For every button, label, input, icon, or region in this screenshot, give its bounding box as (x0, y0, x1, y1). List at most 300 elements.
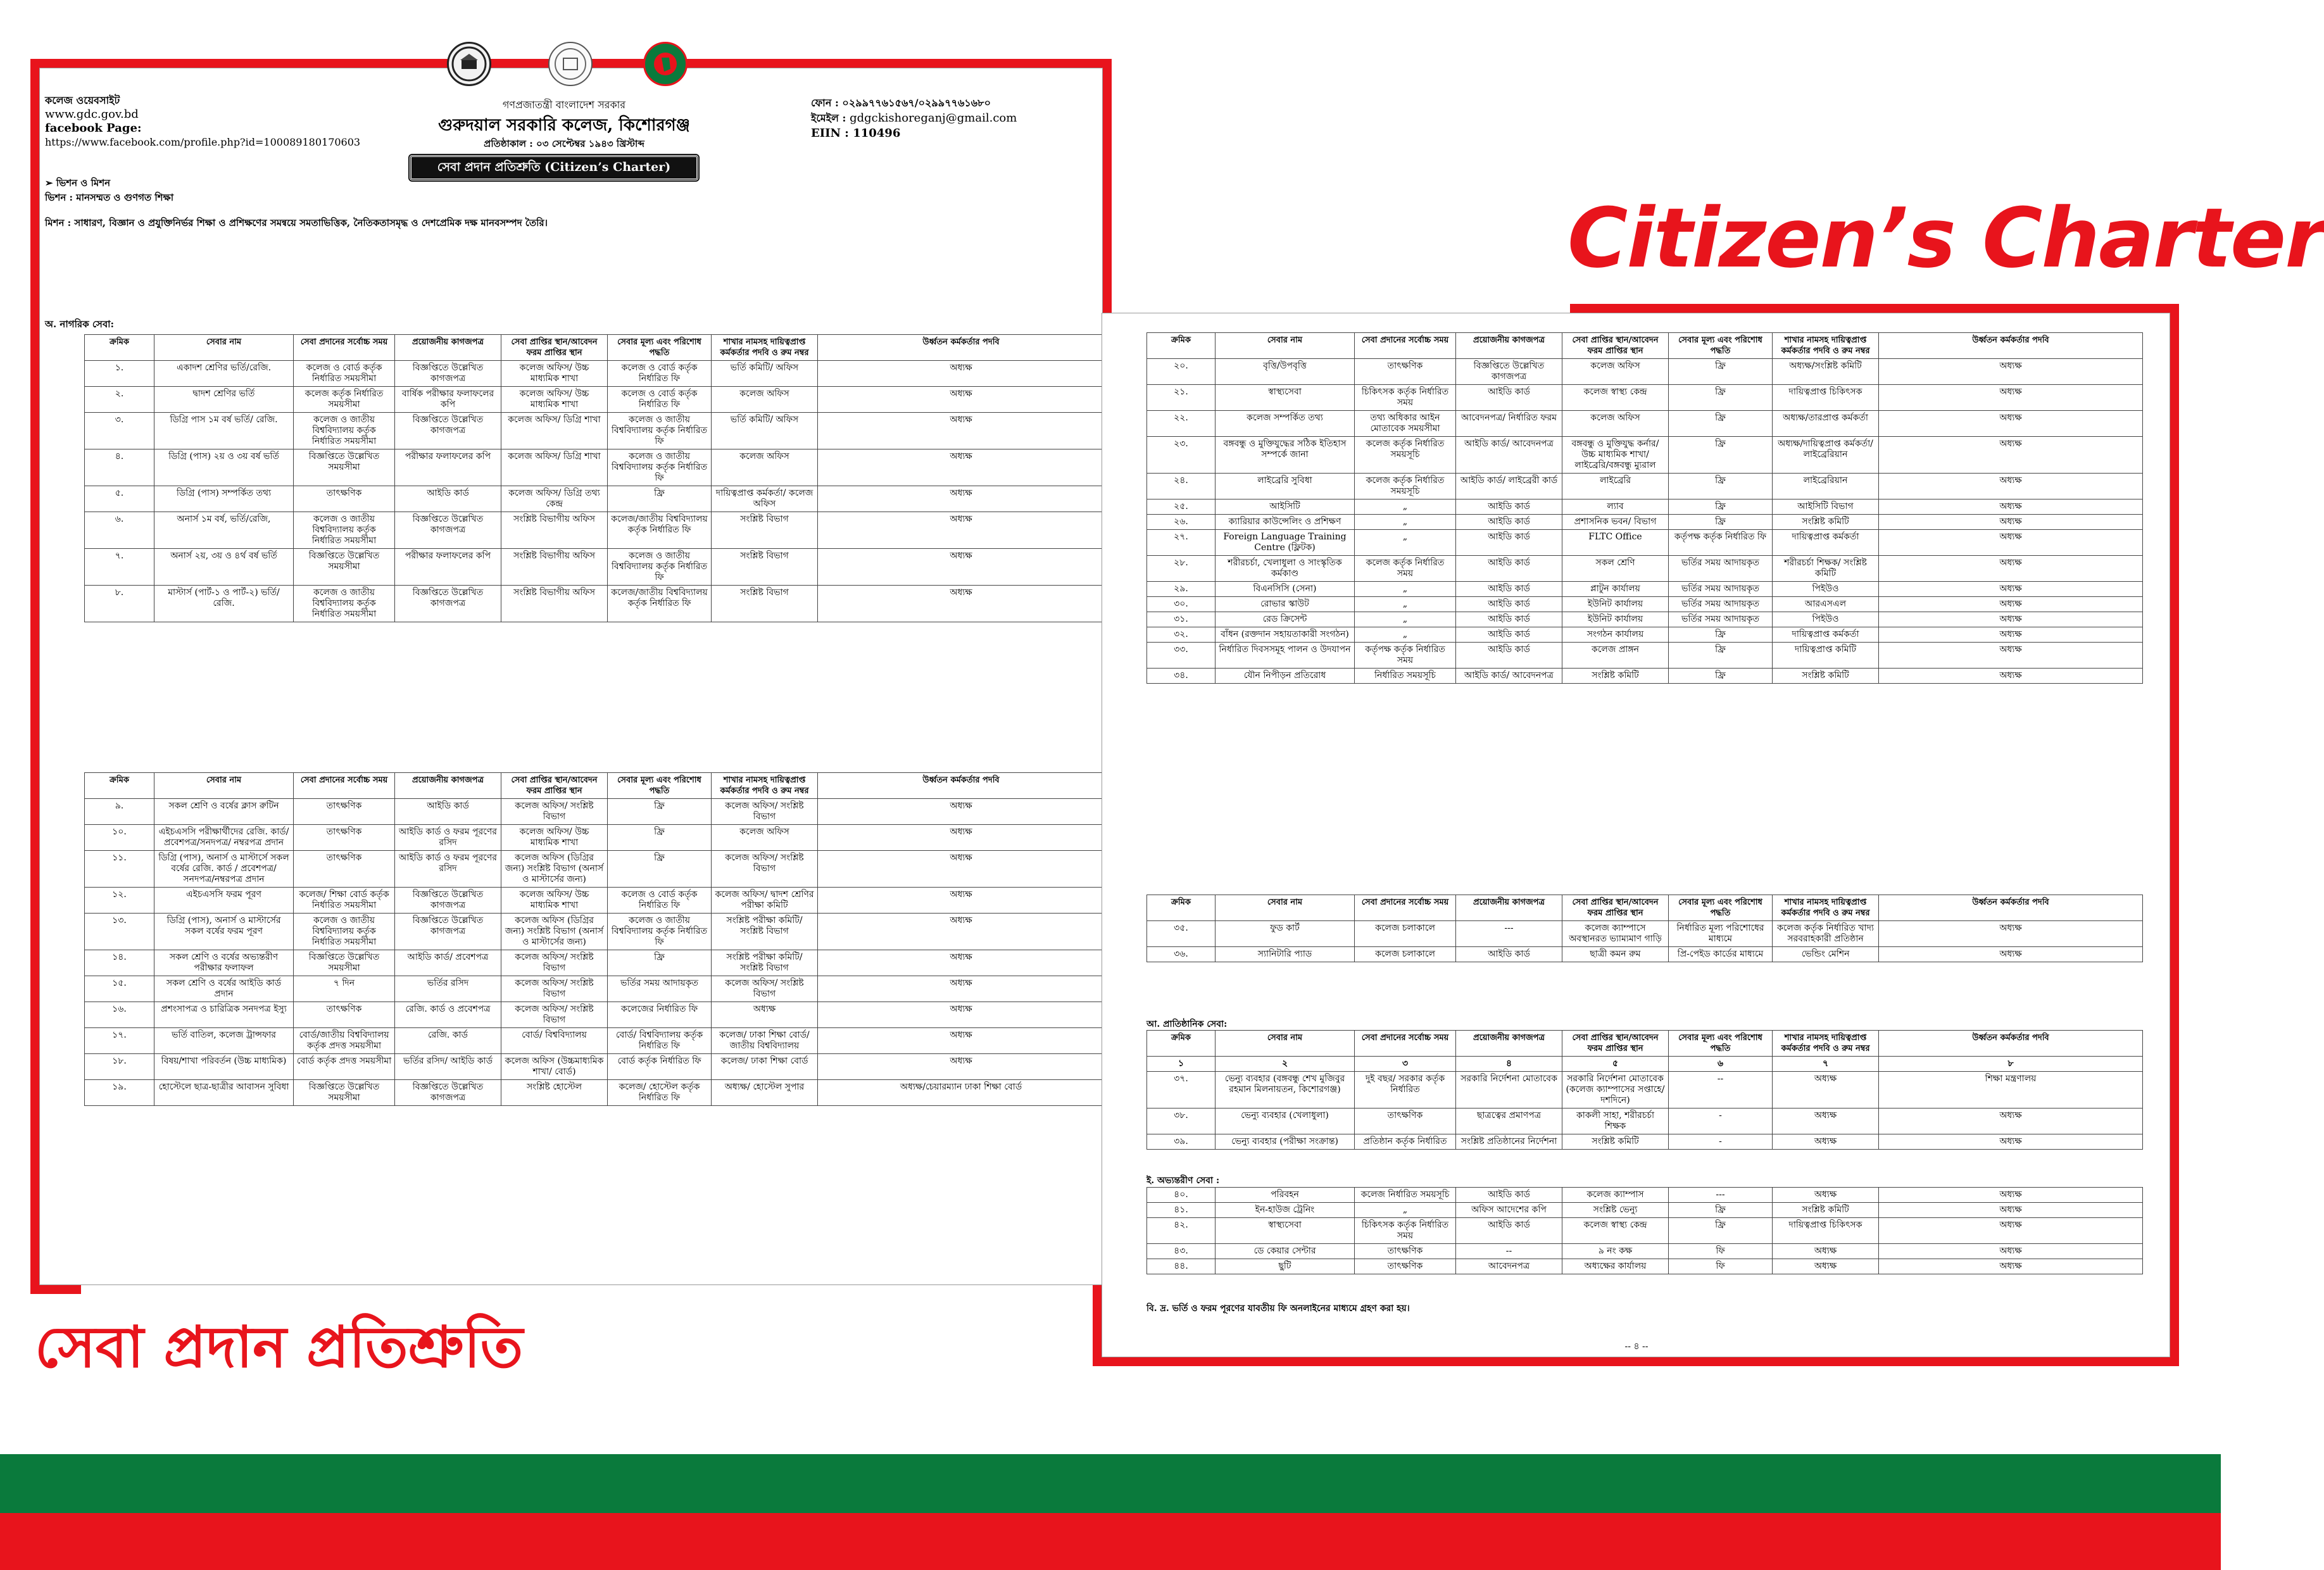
table-cell: কলেজ/জাতীয় বিশ্ববিদ্যালয় কর্তৃক নির্ধারিত ফি (608, 512, 712, 549)
table-cell: অধ্যক্ষ (818, 413, 1105, 449)
table-cell: অফিস আদেশের কপি (1456, 1203, 1562, 1218)
table-cell: কলেজ কর্তৃক নির্ধারিত সময়সীমা (294, 387, 395, 413)
table-cell: আইডি কার্ড (1456, 627, 1562, 643)
table-cell: রেজি. কার্ড (395, 1028, 501, 1054)
table-cell: স্যানিটারি প্যাড (1215, 947, 1355, 962)
table-cell: ৩৩. (1147, 643, 1215, 669)
column-number: ৬ (1669, 1057, 1773, 1072)
section-aa-label: আ. প্রাতিষ্ঠানিক সেবা: (1146, 1019, 1228, 1029)
table-cell: ১৭. (85, 1028, 154, 1054)
table-cell: ৪৩. (1147, 1244, 1215, 1259)
table-cell: রোভার স্কাউট (1215, 597, 1355, 612)
column-header: প্রয়োজনীয় কাগজপত্র (395, 335, 501, 361)
table-cell: ভেন্যু ব্যবহার (পরীক্ষা সংক্রান্ত) (1215, 1134, 1355, 1150)
table-cell: কলেজ স্বাস্থ্য কেন্দ্র (1562, 385, 1669, 411)
table-cell: কলেজ ও বোর্ড কর্তৃক নির্ধারিত ফি (608, 387, 712, 413)
table-cell: বিজ্ঞপ্তিতে উল্লেখিত সময়সীমা (294, 449, 395, 486)
table-cell: ভর্তির সময় আদায়কৃত (1669, 612, 1773, 627)
table-cell: তাৎক্ষণিক (1355, 1259, 1456, 1274)
table-cell: ছুটি (1215, 1259, 1355, 1274)
table-cell: ১. (85, 361, 154, 387)
footnote: বি. দ্র. ভর্তি ও ফরম পূরণের যাবতীয় ফি অনলাইনের মাধ্যমে গ্রহণ করা হয়। (1146, 1303, 1410, 1314)
table-cell: ভর্তি কমিটি/ অফিস (712, 361, 818, 387)
table-cell: অধ্যক্ষ (1879, 947, 2143, 962)
left-frame-left (30, 59, 39, 1293)
table-cell: ভেন্যু ব্যবহার (খেলাধুলা) (1215, 1108, 1355, 1134)
table-cell: কলেজ অফিস/ উচ্চ মাধ্যমিক শাখা (501, 825, 608, 851)
table-cell: লাইব্রেরি সুবিধা (1215, 474, 1355, 499)
column-header: প্রয়োজনীয় কাগজপত্র (1456, 895, 1562, 921)
table-cell: ৮. (85, 586, 154, 622)
table-cell: অধ্যক্ষ (1879, 921, 2143, 947)
column-header: সেবার মূল্য এবং পরিশোধ পদ্ধতি (1669, 1031, 1773, 1057)
table-cell: ১৬. (85, 1002, 154, 1028)
table-cell: অধ্যক্ষ (818, 449, 1105, 486)
table-cell: --- (1456, 921, 1562, 947)
table-cell: কলেজ কর্তৃক নির্ধারিত সময়সূচি (1355, 437, 1456, 474)
table-cell: কলেজ ও জাতীয় বিশ্ববিদ্যালয় কর্তৃক নির্ধারিত ফি (608, 549, 712, 586)
column-number: ৫ (1562, 1057, 1669, 1072)
table-cell: ডে কেয়ার সেন্টার (1215, 1244, 1355, 1259)
table-cell: এইচএসসি পরীক্ষার্থীদের রেজি. কার্ড/ প্রবেশপত্র/সনদপত্র/ নম্বরপত্র প্রদান (154, 825, 294, 851)
left-document-page (39, 68, 1103, 1285)
table-cell: আইসিটি (1215, 499, 1355, 515)
table-row (1147, 411, 2143, 437)
table-cell: পরীক্ষার ফলাফলের কপি (395, 449, 501, 486)
table-cell: অধ্যক্ষ (1879, 385, 2143, 411)
table-cell: অধ্যক্ষ (1879, 411, 2143, 437)
table-row (85, 549, 1105, 586)
column-header: সেবা প্রাপ্তির স্থান/আবেদন ফরম প্রাপ্তির স্থান (1562, 895, 1669, 921)
table-cell: কলেজ ও জাতীয় বিশ্ববিদ্যালয় কর্তৃক নির্ধারিত ফি (608, 413, 712, 449)
table-row (85, 413, 1105, 449)
table-cell: নির্ধারিত সময়সূচি (1355, 669, 1456, 684)
table-cell: সংশ্লিষ্ট কমিটি (1773, 1203, 1879, 1218)
table-cell: অধ্যক্ষ (818, 914, 1105, 950)
table-cell: ডিগ্রি (পাস), অনার্স ও মাস্টার্সে সকল বর্ষের রেজি. কার্ড / প্রবেশপত্র/ সনদপত্র/নম্বরপত্র প্রদান (154, 851, 294, 888)
table-cell: কলেজ নির্ধারিত সময়সূচি (1355, 1188, 1456, 1203)
table-cell: বিজ্ঞপ্তিতে উল্লেখিত কাগজপত্র (395, 888, 501, 914)
table-cell: চিকিৎসক কর্তৃক নির্ধারিত সময় (1355, 1218, 1456, 1244)
table-cell: ছাত্রত্বের প্রমাণপত্র (1456, 1108, 1562, 1134)
table-cell: ভর্তির সময় আদায়কৃত (1669, 582, 1773, 597)
eiin-number: EIIN : 110496 (811, 127, 901, 140)
table-cell: বোর্ড/ বিশ্ববিদ্যালয় কর্তৃক নির্ধারিত ফি (608, 1028, 712, 1054)
table-cell: সংশ্লিষ্ট পরীক্ষা কমিটি/ সংশ্লিষ্ট বিভাগ (712, 950, 818, 976)
facebook-link[interactable]: https://www.facebook.com/profile.php?id=100089180170603 (45, 136, 361, 148)
column-header: সেবা প্রাপ্তির স্থান/আবেদন ফরম প্রাপ্তির স্থান (1562, 333, 1669, 359)
column-header: ক্রমিক (1147, 1031, 1215, 1057)
table-cell: এইচএসসি ফরম পূরণ (154, 888, 294, 914)
column-header: সেবা প্রাপ্তির স্থান/আবেদন ফরম প্রাপ্তির স্থান (501, 335, 608, 361)
table-cell: কলেজ অফিস (ডিগ্রির জন্য) সংশ্লিষ্ট বিভাগ (অনার্স ও মাস্টার্সের জন্য) (501, 914, 608, 950)
table-cell: বোর্ড/জাতীয় বিশ্ববিদ্যালয় কর্তৃক প্রদত্ত সময়সীমা (294, 1028, 395, 1054)
table-cell: হোস্টেলে ছাত্র-ছাত্রীর আবাসন সুবিধা (154, 1080, 294, 1106)
table-cell: তাৎক্ষণিক (1355, 1244, 1456, 1259)
column-header: উর্ধ্বতন কর্মকর্তার পদবি (818, 773, 1105, 799)
table-cell: আইডি কার্ড (1456, 499, 1562, 515)
table-cell: অধ্যক্ষ (818, 825, 1105, 851)
table-cell: আইডি কার্ড (1456, 597, 1562, 612)
table-cell: অধ্যক্ষ (818, 799, 1105, 825)
table-cell: দায়িত্বপ্রাপ্ত চিকিৎসক (1773, 385, 1879, 411)
website-label: কলেজ ওয়েবসাইট (45, 94, 120, 106)
table-cell: কলেজ অফিস (712, 825, 818, 851)
table-cell: ১০. (85, 825, 154, 851)
table-cell: ৩৭. (1147, 1072, 1215, 1108)
table-cell: অধ্যক্ষ (1773, 1072, 1879, 1108)
table-cell: কলেজ অফিস/ ডিগ্রি শাখা (501, 413, 608, 449)
table-cell: তাৎক্ষণিক (294, 486, 395, 512)
table-row (85, 851, 1105, 888)
table-cell: প্রশংসাপত্র ও চারিত্রিক সনদপত্র ইস্যু (154, 1002, 294, 1028)
table-cell: কলেজ অফিস/ উচ্চ মাধ্যমিক শাখা (501, 888, 608, 914)
table-cell: অধ্যক্ষ (1879, 612, 2143, 627)
table-cell: সংশ্লিষ্ট কমিটি (1773, 515, 1879, 530)
column-number: ১ (1147, 1057, 1215, 1072)
table-cell: বিজ্ঞপ্তিতে উল্লেখিত কাগজপত্র (395, 914, 501, 950)
table-cell: অধ্যক্ষ (1879, 474, 2143, 499)
table-cell: ২২. (1147, 411, 1215, 437)
table-cell: কলেজ অফিস (1562, 359, 1669, 385)
table-cell: কলেজ সম্পর্কিত তথ্য (1215, 411, 1355, 437)
table-cell: ফ্রি (1669, 1203, 1773, 1218)
table-cell: অধ্যক্ষ (1879, 597, 2143, 612)
column-header: সেবা প্রদানের সর্বোচ্চ সময় (294, 773, 395, 799)
table-cell: ফ্রি (1669, 499, 1773, 515)
table-cell: ৪. (85, 449, 154, 486)
table-cell: অধ্যক্ষ (1879, 359, 2143, 385)
table-cell: „ (1355, 530, 1456, 556)
table-cell: বোর্ড কর্তৃক নির্ধারিত ফি (608, 1054, 712, 1080)
table-cell: আইডি কার্ড (1456, 612, 1562, 627)
table-cell: দায়িত্বপ্রাপ্ত কর্মকর্তা (1773, 530, 1879, 556)
table-cell: অধ্যক্ষ (1879, 437, 2143, 474)
column-header: সেবার নাম (1215, 1031, 1355, 1057)
table-cell: Foreign Language Training Centre (ফ্লিটক) (1215, 530, 1355, 556)
table-row (85, 976, 1105, 1002)
table-cell: „ (1355, 582, 1456, 597)
table-cell: অধ্যক্ষ/চেয়ারম্যান ঢাকা শিক্ষা বোর্ড (818, 1080, 1105, 1106)
table-cell: আইডি কার্ড ও ফরম পূরণের রসিদ (395, 825, 501, 851)
table-cell: অধ্যক্ষ (1879, 669, 2143, 684)
header-left (45, 94, 360, 149)
table-cell: ১৫. (85, 976, 154, 1002)
table-cell: অধ্যক্ষ (1773, 1188, 1879, 1203)
table-cell: ৬. (85, 512, 154, 549)
table-cell: আইডি কার্ড ও ফরম পূরণের রসিদ (395, 851, 501, 888)
table-cell: ৩. (85, 413, 154, 449)
table-cell: সংশ্লিষ্ট বিভাগ (712, 586, 818, 622)
table-cell: বার্ষিক পরীক্ষার ফলাফলের কপি (395, 387, 501, 413)
table-cell: সংশ্লিষ্ট ভেন্যু (1562, 1203, 1669, 1218)
table-cell: ৩০. (1147, 597, 1215, 612)
table-cell: অনার্স ২য়, ৩য় ও ৪র্থ বর্ষ ভর্তি (154, 549, 294, 586)
column-number: ২ (1215, 1057, 1355, 1072)
table-cell: কলেজ অফিস/ সংশ্লিষ্ট বিভাগ (712, 976, 818, 1002)
table-cell: বিজ্ঞপ্তিতে উল্লেখিত সময়সীমা (294, 1080, 395, 1106)
table-cell: বৃত্তি/উপবৃত্তি (1215, 359, 1355, 385)
column-header: সেবা প্রাপ্তির স্থান/আবেদন ফরম প্রাপ্তির স্থান (501, 773, 608, 799)
table-row (85, 888, 1105, 914)
table-cell: ডিগ্রি পাস ১ম বর্ষ ভর্তি/ রেজি. (154, 413, 294, 449)
table-cell: বিজ্ঞপ্তিতে উল্লেখিত কাগজপত্র (395, 512, 501, 549)
bottom-red-stripe (0, 1513, 2221, 1570)
table-cell: অধ্যক্ষ (1879, 1134, 2143, 1150)
table-cell: সংশ্লিষ্ট হোস্টেল (501, 1080, 608, 1106)
table-cell: কলেজ চলাকালে (1355, 947, 1456, 962)
services-table-2 (84, 772, 1105, 1106)
table-cell: অধ্যক্ষ (818, 1002, 1105, 1028)
table-cell: আইডি কার্ড (1456, 947, 1562, 962)
table-cell: সরকারি নির্দেশনা মোতাবেক (কলেজ ক্যাম্পাসের সপ্তাহে/দশদিনে) (1562, 1072, 1669, 1108)
table-cell: পরীক্ষার ফলাফলের কপি (395, 549, 501, 586)
table-cell: সংশ্লিষ্ট কমিটি (1562, 1134, 1669, 1150)
table-cell: অধ্যক্ষ (1879, 627, 2143, 643)
table-cell: বিজ্ঞপ্তিতে উল্লেখিত কাগজপত্র (395, 413, 501, 449)
table-row (1147, 1134, 2143, 1150)
table-cell: ল্যাব (1562, 499, 1669, 515)
table-row (1147, 499, 2143, 515)
charter-badge: সেবা প্রদান প্রতিশ্রুতি (Citizen’s Charter) (410, 155, 698, 180)
table-cell: অধ্যক্ষ (1773, 1259, 1879, 1274)
table-cell: যৌন নিপীড়ন প্রতিরোধ (1215, 669, 1355, 684)
table-cell: ৩৪. (1147, 669, 1215, 684)
table-cell: ২৩. (1147, 437, 1215, 474)
table-cell: বিজ্ঞপ্তিতে উল্লেখিত সময়সীমা (294, 950, 395, 976)
table-cell: আইডি কার্ড (1456, 515, 1562, 530)
table-row (85, 387, 1105, 413)
table-row (1147, 556, 2143, 582)
table-cell: সংশ্লিষ্ট বিভাগীয় অফিস (501, 586, 608, 622)
table-cell: ২৯. (1147, 582, 1215, 597)
table-cell: ফ্রি (1669, 359, 1773, 385)
column-header: শাখার নামসহ দায়িত্বপ্রাপ্ত কর্মকর্তার পদবি ও রুম নম্বর (712, 773, 818, 799)
table-cell: লাইব্রেরি (1562, 474, 1669, 499)
table-cell: ২৭. (1147, 530, 1215, 556)
table-cell: কলেজ/ শিক্ষা বোর্ড কর্তৃক নির্ধারিত সময়সীমা (294, 888, 395, 914)
table-cell: আইডি কার্ড (1456, 385, 1562, 411)
table-cell: অধ্যক্ষ (1879, 1218, 2143, 1244)
table-cell: কলেজ ও জাতীয় বিশ্ববিদ্যালয় কর্তৃক নির্ধারিত সময়সীমা (294, 914, 395, 950)
table-cell: সকল শ্রেণি ও বর্ষের অভ্যন্তরীণ পরীক্ষার ফলাফল (154, 950, 294, 976)
table-cell: কর্তৃপক্ষ কর্তৃক নির্ধারিত সময় (1355, 643, 1456, 669)
table-cell: অধ্যক্ষ (818, 361, 1105, 387)
table-row (1147, 627, 2143, 643)
table-cell: „ (1355, 499, 1456, 515)
email-label: ইমেইল : (811, 112, 846, 124)
column-header: সেবার মূল্য এবং পরিশোধ পদ্ধতি (1669, 895, 1773, 921)
table-cell: সংশ্লিষ্ট বিভাগ (712, 549, 818, 586)
table-cell: ভর্তি বাতিল, কলেজ ট্রান্সফার (154, 1028, 294, 1054)
table-cell: কলেজ ও জাতীয় বিশ্ববিদ্যালয় কর্তৃক নির্ধারিত সময়সীমা (294, 512, 395, 549)
table-cell: ফ্রি (1669, 411, 1773, 437)
government-seal-logo (643, 42, 688, 86)
table-cell: পরিবহন (1215, 1188, 1355, 1203)
table-cell: সংশ্লিষ্ট কমিটি (1562, 669, 1669, 684)
table-row (1147, 1188, 2143, 1203)
table-cell: কলেজ অফিস/ ডিগ্রি তথ্য কেন্দ্র (501, 486, 608, 512)
column-header: সেবার নাম (1215, 895, 1355, 921)
vision-text: ভিশন : মানসম্মত ও গুণগত শিক্ষা (45, 192, 174, 203)
table-cell: অধ্যক্ষ (1879, 1203, 2143, 1218)
table-cell: আইডি কার্ড (395, 799, 501, 825)
table-cell: তাৎক্ষণিক (1355, 1108, 1456, 1134)
column-header: সেবার মূল্য এবং পরিশোধ পদ্ধতি (608, 335, 712, 361)
table-cell: কলেজ অফিস/ দ্বাদশ শ্রেণির পরীক্ষা কমিটি (712, 888, 818, 914)
table-cell: ভর্তির সময় আদায়কৃত (1669, 597, 1773, 612)
table-cell: ফি (1669, 1259, 1773, 1274)
table-cell: তাৎক্ষণিক (294, 825, 395, 851)
table-row (1147, 385, 2143, 411)
table-cell: বোর্ড কর্তৃক প্রদত্ত সময়সীমা (294, 1054, 395, 1080)
table-cell: ভর্তির রসিদ/ আইডি কার্ড (395, 1054, 501, 1080)
table-cell: ইন-হাউজ ট্রেনিং (1215, 1203, 1355, 1218)
table-cell: „ (1355, 515, 1456, 530)
table-cell: কলেজ অফিস/ সংশ্লিষ্ট বিভাগ (501, 976, 608, 1002)
table-cell: ২৪. (1147, 474, 1215, 499)
table-cell: - (1669, 1108, 1773, 1134)
table-cell: শরীরচর্চা শিক্ষক/ সংশ্লিষ্ট কমিটি (1773, 556, 1879, 582)
table-cell: বিজ্ঞপ্তিতে উল্লেখিত কাগজপত্র (395, 361, 501, 387)
bottom-green-stripe (0, 1454, 2221, 1513)
table-cell: অনার্স ১ম বর্ষ, ভর্তি/রেজি, (154, 512, 294, 549)
table-cell: ফ্রি (608, 799, 712, 825)
table-cell: অধ্যক্ষ (1879, 556, 2143, 582)
table-cell: সরকারি নির্দেশনা মোতাবেক (1456, 1072, 1562, 1108)
table-cell: সংশ্লিষ্ট কমিটি (1773, 669, 1879, 684)
table-cell: তাৎক্ষণিক (294, 799, 395, 825)
table-row (85, 825, 1105, 851)
table-cell: আইডি কার্ড/ লাইব্রেরী কার্ড (1456, 474, 1562, 499)
table-cell: ৩২. (1147, 627, 1215, 643)
table-cell: কলেজ অফিস/ উচ্চ মাধ্যমিক শাখা (501, 387, 608, 413)
table-row (1147, 1259, 2143, 1274)
table-cell: সকল শ্রেণি ও বর্ষের আইডি কার্ড প্রদান (154, 976, 294, 1002)
table-cell: ডিগ্রি (পাস), অনার্স ও মাস্টার্সের সকল বর্ষের ফরম পূরণ (154, 914, 294, 950)
table-row (1147, 530, 2143, 556)
college-logo (447, 42, 491, 86)
column-header: প্রয়োজনীয় কাগজপত্র (1456, 1031, 1562, 1057)
table-cell: মাস্টার্স (পার্ট-১ ও পার্ট-২) ভর্তি/ রেজি. (154, 586, 294, 622)
table-cell: ফ্রি (1669, 437, 1773, 474)
table-cell: প্রি-পেইড কার্ডের মাধ্যমে (1669, 947, 1773, 962)
website-link[interactable]: www.gdc.gov.bd (45, 108, 139, 121)
table-cell: অধ্যক্ষ (818, 1028, 1105, 1054)
table-cell: ফ্রি (1669, 643, 1773, 669)
table-cell: লাইব্রেরিয়ান (1773, 474, 1879, 499)
table-cell: কলেজ অফিস/ সংশ্লিষ্ট বিভাগ (712, 799, 818, 825)
column-header: ক্রমিক (85, 335, 154, 361)
college-name: গুরুদয়াল সরকারি কলেজ, কিশোরগঞ্জ (438, 116, 690, 135)
table-cell: ৪১. (1147, 1203, 1215, 1218)
column-header: শাখার নামসহ দায়িত্বপ্রাপ্ত কর্মকর্তার পদবি ও রুম নম্বর (712, 335, 818, 361)
table-cell: ২০. (1147, 359, 1215, 385)
services-table-6 (1146, 1187, 2143, 1274)
table-cell: ফ্রি (608, 825, 712, 851)
email-address[interactable]: gdgckishoreganj@gmail.com (850, 111, 1017, 125)
services-table-5 (1146, 1030, 2143, 1150)
table-cell: অধ্যক্ষের কার্যালয় (1562, 1259, 1669, 1274)
table-cell: কলেজ স্বাস্থ্য কেন্দ্র (1562, 1218, 1669, 1244)
left-frame-bottom (30, 1285, 81, 1294)
table-cell: ফ্রি (1669, 474, 1773, 499)
table-cell: অধ্যক্ষ (818, 1054, 1105, 1080)
table-cell: কলেজ/ ঢাকা শিক্ষা বোর্ড (712, 1054, 818, 1080)
table-row (1147, 582, 2143, 597)
section-a-label: অ. নাগরিক সেবা: (45, 318, 115, 330)
table-cell: কর্তৃপক্ষ কর্তৃক নির্ধারিত ফি (1669, 530, 1773, 556)
table-cell: ২. (85, 387, 154, 413)
mission-text: মিশন : সাধারণ, বিজ্ঞান ও প্রযুক্তিনির্ভর শিক্ষা ও প্রশিক্ষণের সমন্বয়ে সমতাভিত্তিক, নৈতিকতাসমৃদ্ধ ও দেশপ্রেমিক দক্ষ মানবসম্পদ তৈরি। (45, 217, 548, 229)
table-cell: কলেজ অফিস/ উচ্চ মাধ্যমিক শাখা (501, 361, 608, 387)
table-cell: প্রতিষ্ঠান কর্তৃক নির্ধারিত (1355, 1134, 1456, 1150)
table-cell: অধ্যক্ষ/তারপ্রাপ্ত কর্মকর্তা (1773, 411, 1879, 437)
table-cell: ইউনিট কার্যালয় (1562, 612, 1669, 627)
table-cell: ফ্রি (608, 486, 712, 512)
table-row (1147, 1244, 2143, 1259)
table-cell: „ (1355, 612, 1456, 627)
table-cell: ৭ দিন (294, 976, 395, 1002)
table-cell: ২৫. (1147, 499, 1215, 515)
table-cell: বিএনসিসি (সেনা) (1215, 582, 1355, 597)
table-cell: আইডি কার্ড/ আবেদনপত্র (1456, 669, 1562, 684)
table-cell: শিক্ষা মন্ত্রণালয় (1879, 1072, 2143, 1108)
table-cell: ভর্তির সময় আদায়কৃত (608, 976, 712, 1002)
table-row (1147, 947, 2143, 962)
table-cell: আইডি কার্ড (1456, 556, 1562, 582)
table-cell: বঙ্গবন্ধু ও মুক্তিযুদ্ধ কর্নার/উচ্চ মাধ্যমিক শাখা/ লাইব্রেরি/বঙ্গবন্ধু ম্যুরাল (1562, 437, 1669, 474)
table-cell: সংশ্লিষ্ট প্রতিষ্ঠানের নির্দেশনা (1456, 1134, 1562, 1150)
table-cell: রেড ক্রিসেন্ট (1215, 612, 1355, 627)
right-frame-right (2170, 304, 2179, 1366)
section-i-label: ই. অভ্যন্তরীণ সেবা : (1146, 1176, 1220, 1186)
column-header: সেবার মূল্য এবং পরিশোধ পদ্ধতি (1669, 333, 1773, 359)
table-cell: অধ্যক্ষ (818, 486, 1105, 512)
table-row (85, 799, 1105, 825)
table-cell: ৩৫. (1147, 921, 1215, 947)
table-cell: ৩৬. (1147, 947, 1215, 962)
table-cell: সকল শ্রেণি ও বর্ষের ক্লাস রুটিন (154, 799, 294, 825)
table-cell: শরীরচর্চা, খেলাধুলা ও সাংস্কৃতিক কর্মকাণ্ড (1215, 556, 1355, 582)
table-cell: কলেজ অফিস (1562, 411, 1669, 437)
table-cell: ৯. (85, 799, 154, 825)
column-header: সেবা প্রদানের সর্বোচ্চ সময় (1355, 1031, 1456, 1057)
phone-number: ফোন : ০২৯৯৭৭৬১৫৬৭/০২৯৯৭৭৬১৬৮০ (811, 97, 991, 109)
table-cell: অধ্যক্ষ (1773, 1134, 1879, 1150)
table-cell: বিজ্ঞপ্তিতে উল্লেখিত সময়সীমা (294, 549, 395, 586)
column-header: প্রয়োজনীয় কাগজপত্র (395, 773, 501, 799)
table-cell: ১৮. (85, 1054, 154, 1080)
table-cell: কলেজ অফিস/ সংশ্লিষ্ট বিভাগ (501, 950, 608, 976)
logo-row (393, 42, 748, 92)
table-cell: অধ্যক্ষ/সংশ্লিষ্ট কমিটি (1773, 359, 1879, 385)
column-number: ৩ (1355, 1057, 1456, 1072)
table-cell: আইডি কার্ড/ প্রবেশপত্র (395, 950, 501, 976)
column-number: ৪ (1456, 1057, 1562, 1072)
table-cell: কলেজ কর্তৃক নির্ধারিত সময়সূচি (1355, 474, 1456, 499)
table-cell: ফ্রি (608, 950, 712, 976)
column-header: ক্রমিক (85, 773, 154, 799)
table-cell: দায়িত্বপ্রাপ্ত কর্মকর্তা/ কলেজ অফিস (712, 486, 818, 512)
table-cell: অধ্যক্ষ (1879, 643, 2143, 669)
table-cell: সকল শ্রেণি (1562, 556, 1669, 582)
table-cell: অধ্যক্ষ (818, 586, 1105, 622)
table-cell: দায়িত্বপ্রাপ্ত কমিটি (1773, 643, 1879, 669)
table-cell: ইউনিট কার্যালয় (1562, 597, 1669, 612)
table-cell: ছাত্রী কমন রুম (1562, 947, 1669, 962)
table-row (85, 1028, 1105, 1054)
